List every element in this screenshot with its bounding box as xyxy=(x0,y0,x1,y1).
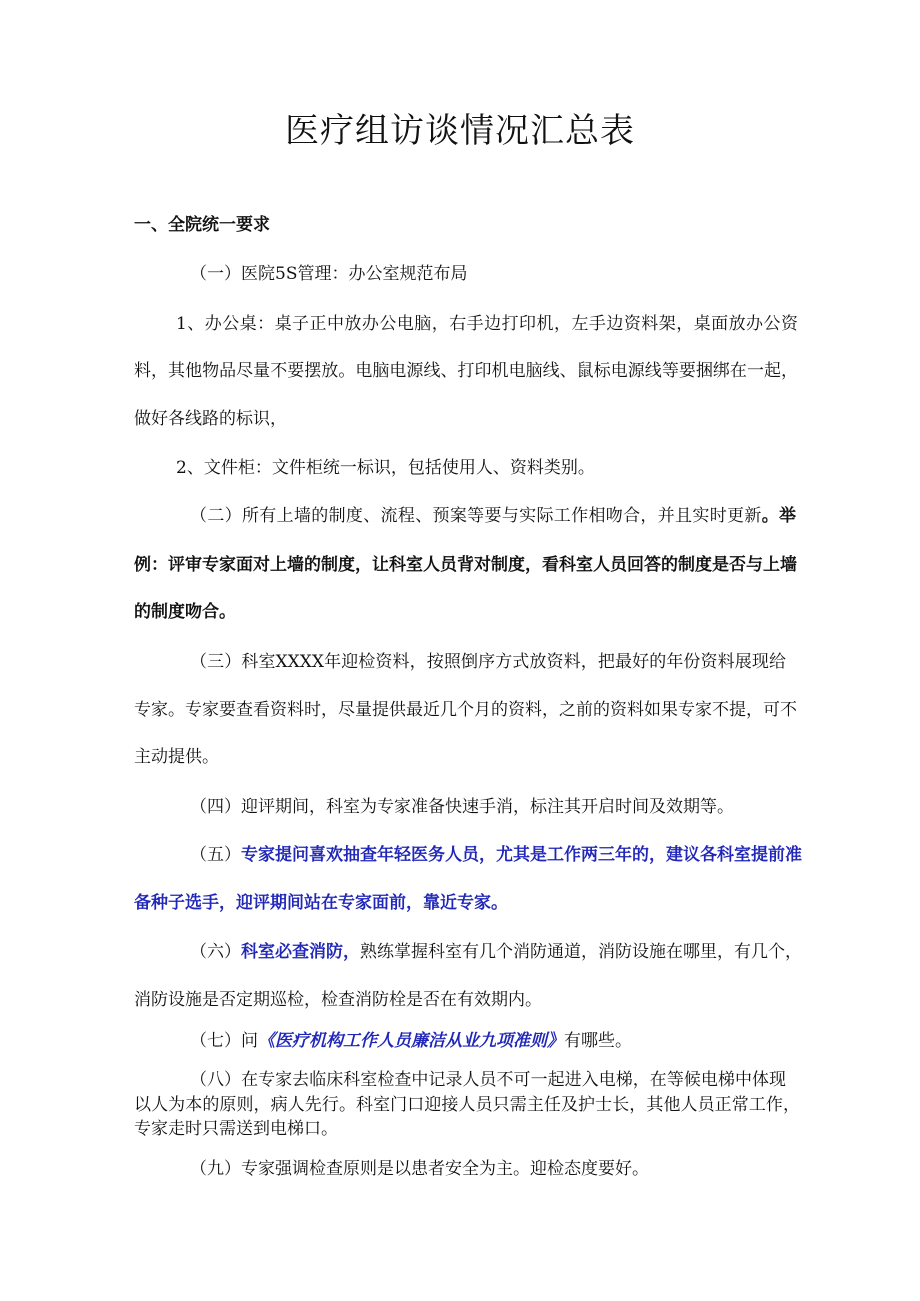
paragraph-item-3-line-3: 主动提供。 xyxy=(134,747,219,767)
item-7-suffix: 有哪些。 xyxy=(564,1031,632,1051)
paragraph-item-1-1-line-2: 料，其他物品尽量不要摆放。电脑电源线、打印机电脑线、鼠标电源线等要捆绑在一起， xyxy=(134,361,798,381)
paragraph-item-1: （一）医院5S管理：办公室规范布局 xyxy=(190,264,468,284)
item-7-highlight-text: 《医疗机构工作人员廉洁从业九项准则》 xyxy=(258,1031,564,1051)
section-heading: 一、全院统一要求 xyxy=(134,215,270,235)
paragraph-item-8-line-1: （八）在专家去临床科室检查中记录人员不可一起进入电梯，在等候电梯中体现 xyxy=(190,1070,786,1090)
paragraph-item-8-line-2: 以人为本的原则，病人先行。科室门口迎接人员只需主任及护士长，其他人员正常工作， xyxy=(134,1095,800,1115)
paragraph-item-5-line-2: 备种子选手，迎评期间站在专家面前，靠近专家。 xyxy=(134,893,508,913)
item-2-normal-text: （二）所有上墙的制度、流程、预案等要与实际工作相吻合，并且实时更新 xyxy=(190,506,762,526)
document-title: 医疗组访谈情况汇总表 xyxy=(285,111,635,151)
paragraph-item-4: （四）迎评期间，科室为专家准备快速手消，标注其开启时间及效期等。 xyxy=(190,797,734,817)
paragraph-item-6-line-1 xyxy=(190,940,800,964)
paragraph-item-2-line-3: 的制度吻合。 xyxy=(134,602,236,622)
item-6-prefix: （六） xyxy=(190,942,241,962)
paragraph-item-3-line-2: 专家。专家要查看资料时，尽量提供最近几个月的资料，之前的资料如果专家不提，可不 xyxy=(134,700,797,720)
paragraph-item-2-line-1 xyxy=(190,504,796,528)
paragraph-item-8-line-3: 专家走时只需送到电梯口。 xyxy=(134,1119,338,1139)
item-2-bold-text: 。举 xyxy=(761,506,797,526)
paragraph-item-7 xyxy=(190,1029,790,1053)
paragraph-item-9: （九）专家强调检查原则是以患者安全为主。迎检态度要好。 xyxy=(190,1159,649,1179)
paragraph-item-3-line-1: （三）科室XXXX年迎检资料，按照倒序方式放资料，把最好的年份资料展现给 xyxy=(190,652,786,672)
paragraph-item-5-line-1 xyxy=(190,843,802,867)
item-5-highlight-text: 专家提问喜欢抽查年轻医务人员，尤其是工作两三年的，建议各科室提前准 xyxy=(241,845,802,865)
paragraph-item-6-line-2: 消防设施是否定期巡检，检查消防栓是否在有效期内。 xyxy=(134,990,542,1010)
paragraph-item-1-1-line-1: 1、办公桌：桌子正中放办公电脑，右手边打印机，左手边资料架，桌面放办公资 xyxy=(176,314,798,334)
item-6-highlight-text: 科室必查消防， xyxy=(241,942,360,962)
paragraph-item-1-2: 2、文件柜：文件柜统一标识，包括使用人、资料类别。 xyxy=(176,458,595,478)
paragraph-item-2-line-2: 例：评审专家面对上墙的制度，让科室人员背对制度，看科室人员回答的制度是否与上墙 xyxy=(134,555,797,575)
item-5-prefix: （五） xyxy=(190,845,241,865)
item-7-prefix: （七）问 xyxy=(190,1031,258,1051)
paragraph-item-1-1-line-3: 做好各线路的标识， xyxy=(134,409,287,429)
item-6-rest-text: 熟练掌握科室有几个消防通道，消防设施在哪里，有几个， xyxy=(360,942,802,962)
